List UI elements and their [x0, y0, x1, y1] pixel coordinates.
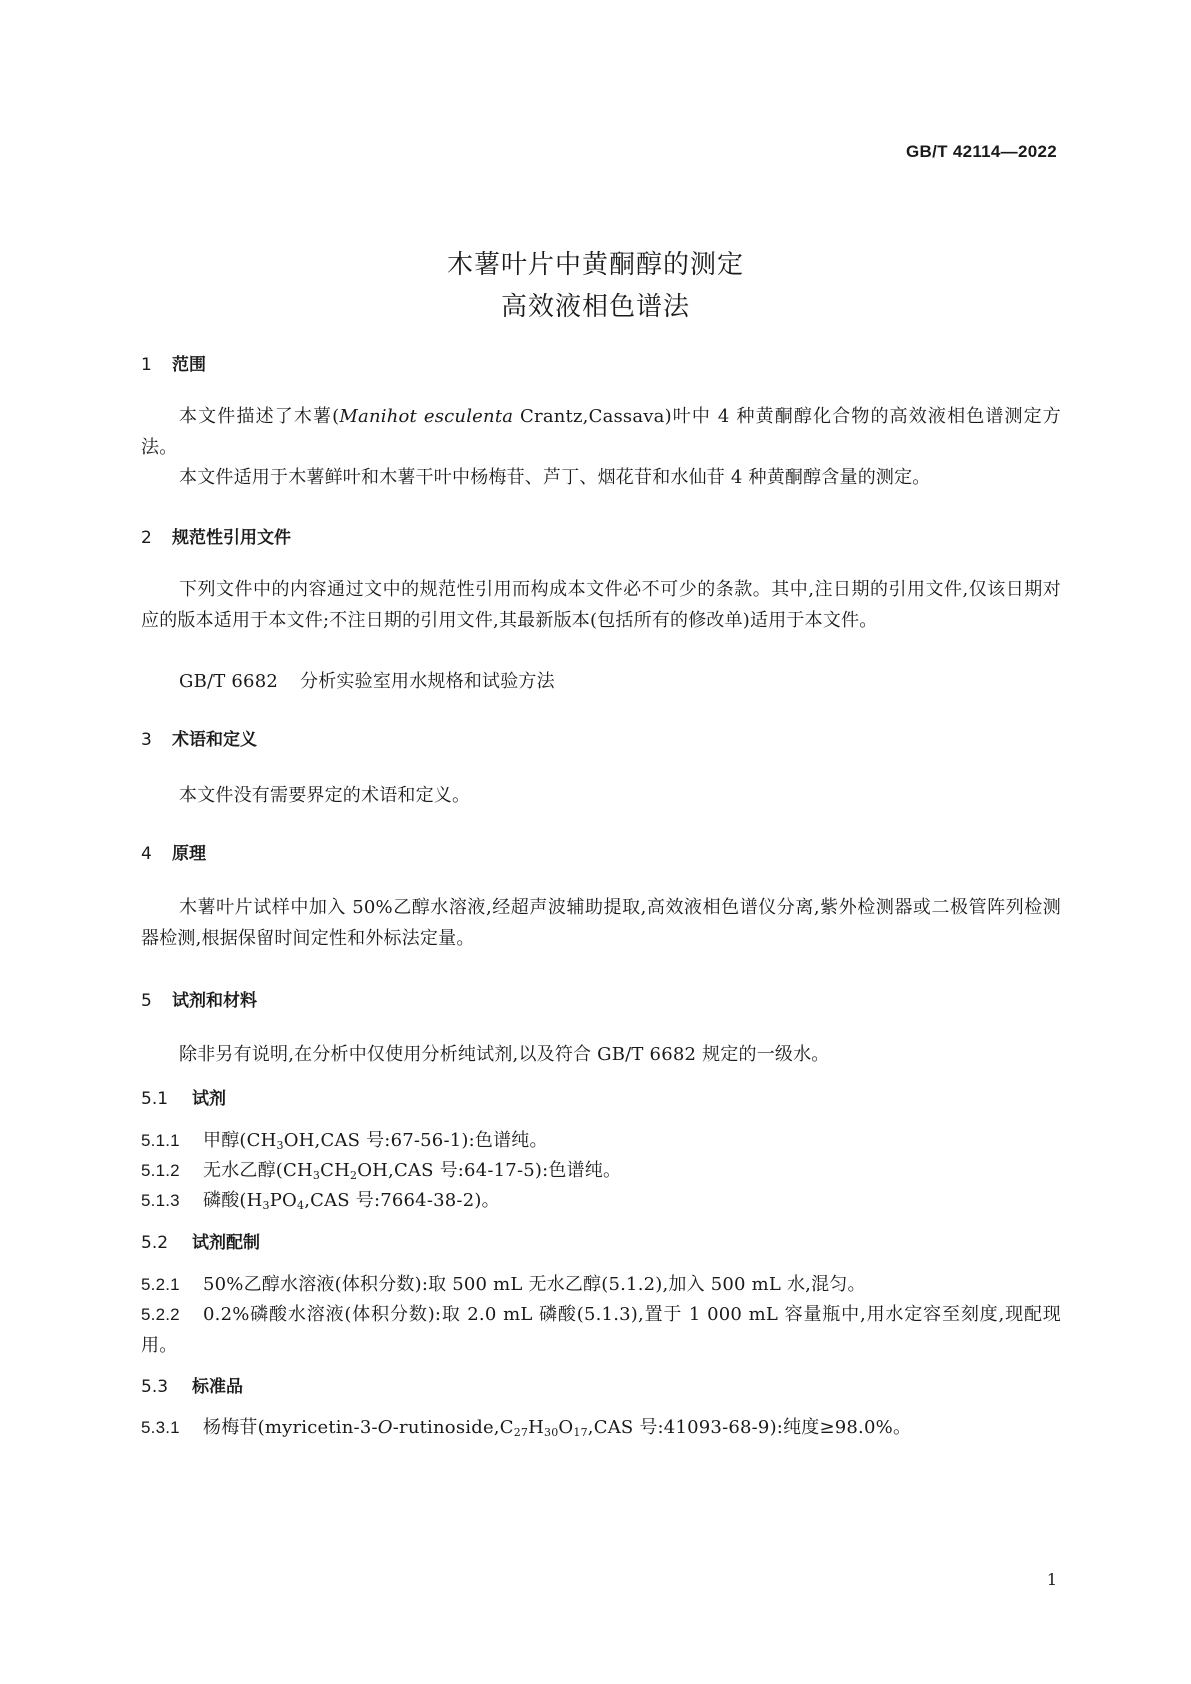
paragraph: 木薯叶片试样中加入 50%乙醇水溶液,经超声波辅助提取,高效液相色谱仪分离,紫外检测器或二极管阵列检测器检测,根据保留时间定性和外标法定量。: [141, 897, 1061, 949]
subsection-number: 5.1: [141, 1089, 169, 1109]
section-title: 原理: [172, 844, 206, 864]
section-number: 2: [141, 528, 152, 548]
section-heading: [141, 523, 291, 548]
section-heading: [141, 350, 206, 375]
clause-item: 5.2.1 50%乙醇水溶液(体积分数):取 500 mL 无水乙醇(5.1.2),加入 500 mL 水,混匀。: [141, 1269, 1061, 1300]
section-number: 1: [141, 355, 152, 375]
clause-number: 5.3.1: [141, 1418, 180, 1437]
clause-number: 5.1.3: [141, 1191, 180, 1210]
reference-title: 分析实验室用水规格和试验方法: [300, 671, 555, 692]
normative-reference: [179, 667, 555, 693]
subsection-heading: [141, 1084, 226, 1109]
section-number: 3: [141, 730, 152, 750]
standard-code: GB/T 42114—2022: [906, 142, 1057, 161]
section-title: 试剂和材料: [172, 991, 257, 1011]
clause-item: 5.1.3 磷酸($H_3PO_4,CAS$ 号:7664-38-2)。: [141, 1185, 1061, 1216]
clause-number: 5.1.1: [141, 1131, 180, 1150]
clause-number: 5.2.1: [141, 1275, 180, 1294]
section-title: 术语和定义: [172, 730, 257, 750]
subsection-heading: [141, 1228, 260, 1253]
section-heading: [141, 725, 257, 750]
subsection-title: 标准品: [192, 1377, 243, 1397]
clause-item: 5.2.2 0.2%磷酸水溶液(体积分数):取 2.0 mL 磷酸(5.1.3),置于 1 000 mL 容量瓶中,用水定容至刻度,现配现用。: [141, 1299, 1061, 1361]
paragraph: 本文件描述了木薯(Manihot esculenta Crantz,Cassava)叶中 4 种黄酮醇化合物的高效液相色谱测定方法。: [141, 406, 1061, 458]
subsection-title: 试剂: [192, 1089, 226, 1109]
paragraph: 除非另有说明,在分析中仅使用分析纯试剂,以及符合 GB/T 6682 规定的一级水。: [179, 1044, 830, 1065]
clause-item: 5.1.1 甲醇($CH_3OH,CAS$ 号:67-56-1):色谱纯。: [141, 1125, 1061, 1156]
clause-item: 5.3.1 杨梅苷($myricetin-3-O-rutinoside,C_{27}H_{30}O_{17},CAS$ 号:41093-68-9):纯度≥98.0%。: [141, 1412, 1061, 1443]
section-heading: [141, 839, 206, 864]
section-heading: [141, 986, 257, 1011]
paragraph: 本文件适用于木薯鲜叶和木薯干叶中杨梅苷、芦丁、烟花苷和水仙苷 4 种黄酮醇含量的测定。: [179, 467, 931, 488]
clause-item: 5.1.2 无水乙醇($CH_3CH_2OH,CAS$ 号:64-17-5):色谱纯。: [141, 1155, 1061, 1186]
page-number: 1: [1046, 1570, 1057, 1589]
document-title: 木薯叶片中黄酮醇的测定: [446, 250, 744, 280]
clause-number: 5.2.2: [141, 1305, 180, 1324]
paragraph: 本文件没有需要界定的术语和定义。: [179, 785, 471, 806]
scientific-name: Manihot esculenta: [339, 406, 514, 427]
paragraph: 下列文件中的内容通过文中的规范性引用而构成本文件必不可少的条款。其中,注日期的引用文件,仅该日期对应的版本适用于本文件;不注日期的引用文件,其最新版本(包括所有的修改单)适用于本文件。: [141, 579, 1061, 631]
section-number: 5: [141, 991, 152, 1011]
subsection-number: 5.2: [141, 1233, 169, 1253]
section-number: 4: [141, 844, 152, 864]
subsection-number: 5.3: [141, 1377, 169, 1397]
clause-number: 5.1.2: [141, 1161, 180, 1180]
document-subtitle: 高效液相色谱法: [500, 292, 690, 322]
subsection-title: 试剂配制: [192, 1233, 260, 1253]
subsection-heading: [141, 1372, 243, 1397]
section-title: 范围: [172, 355, 206, 375]
section-title: 规范性引用文件: [172, 528, 291, 548]
reference-code: GB/T 6682: [179, 671, 279, 692]
